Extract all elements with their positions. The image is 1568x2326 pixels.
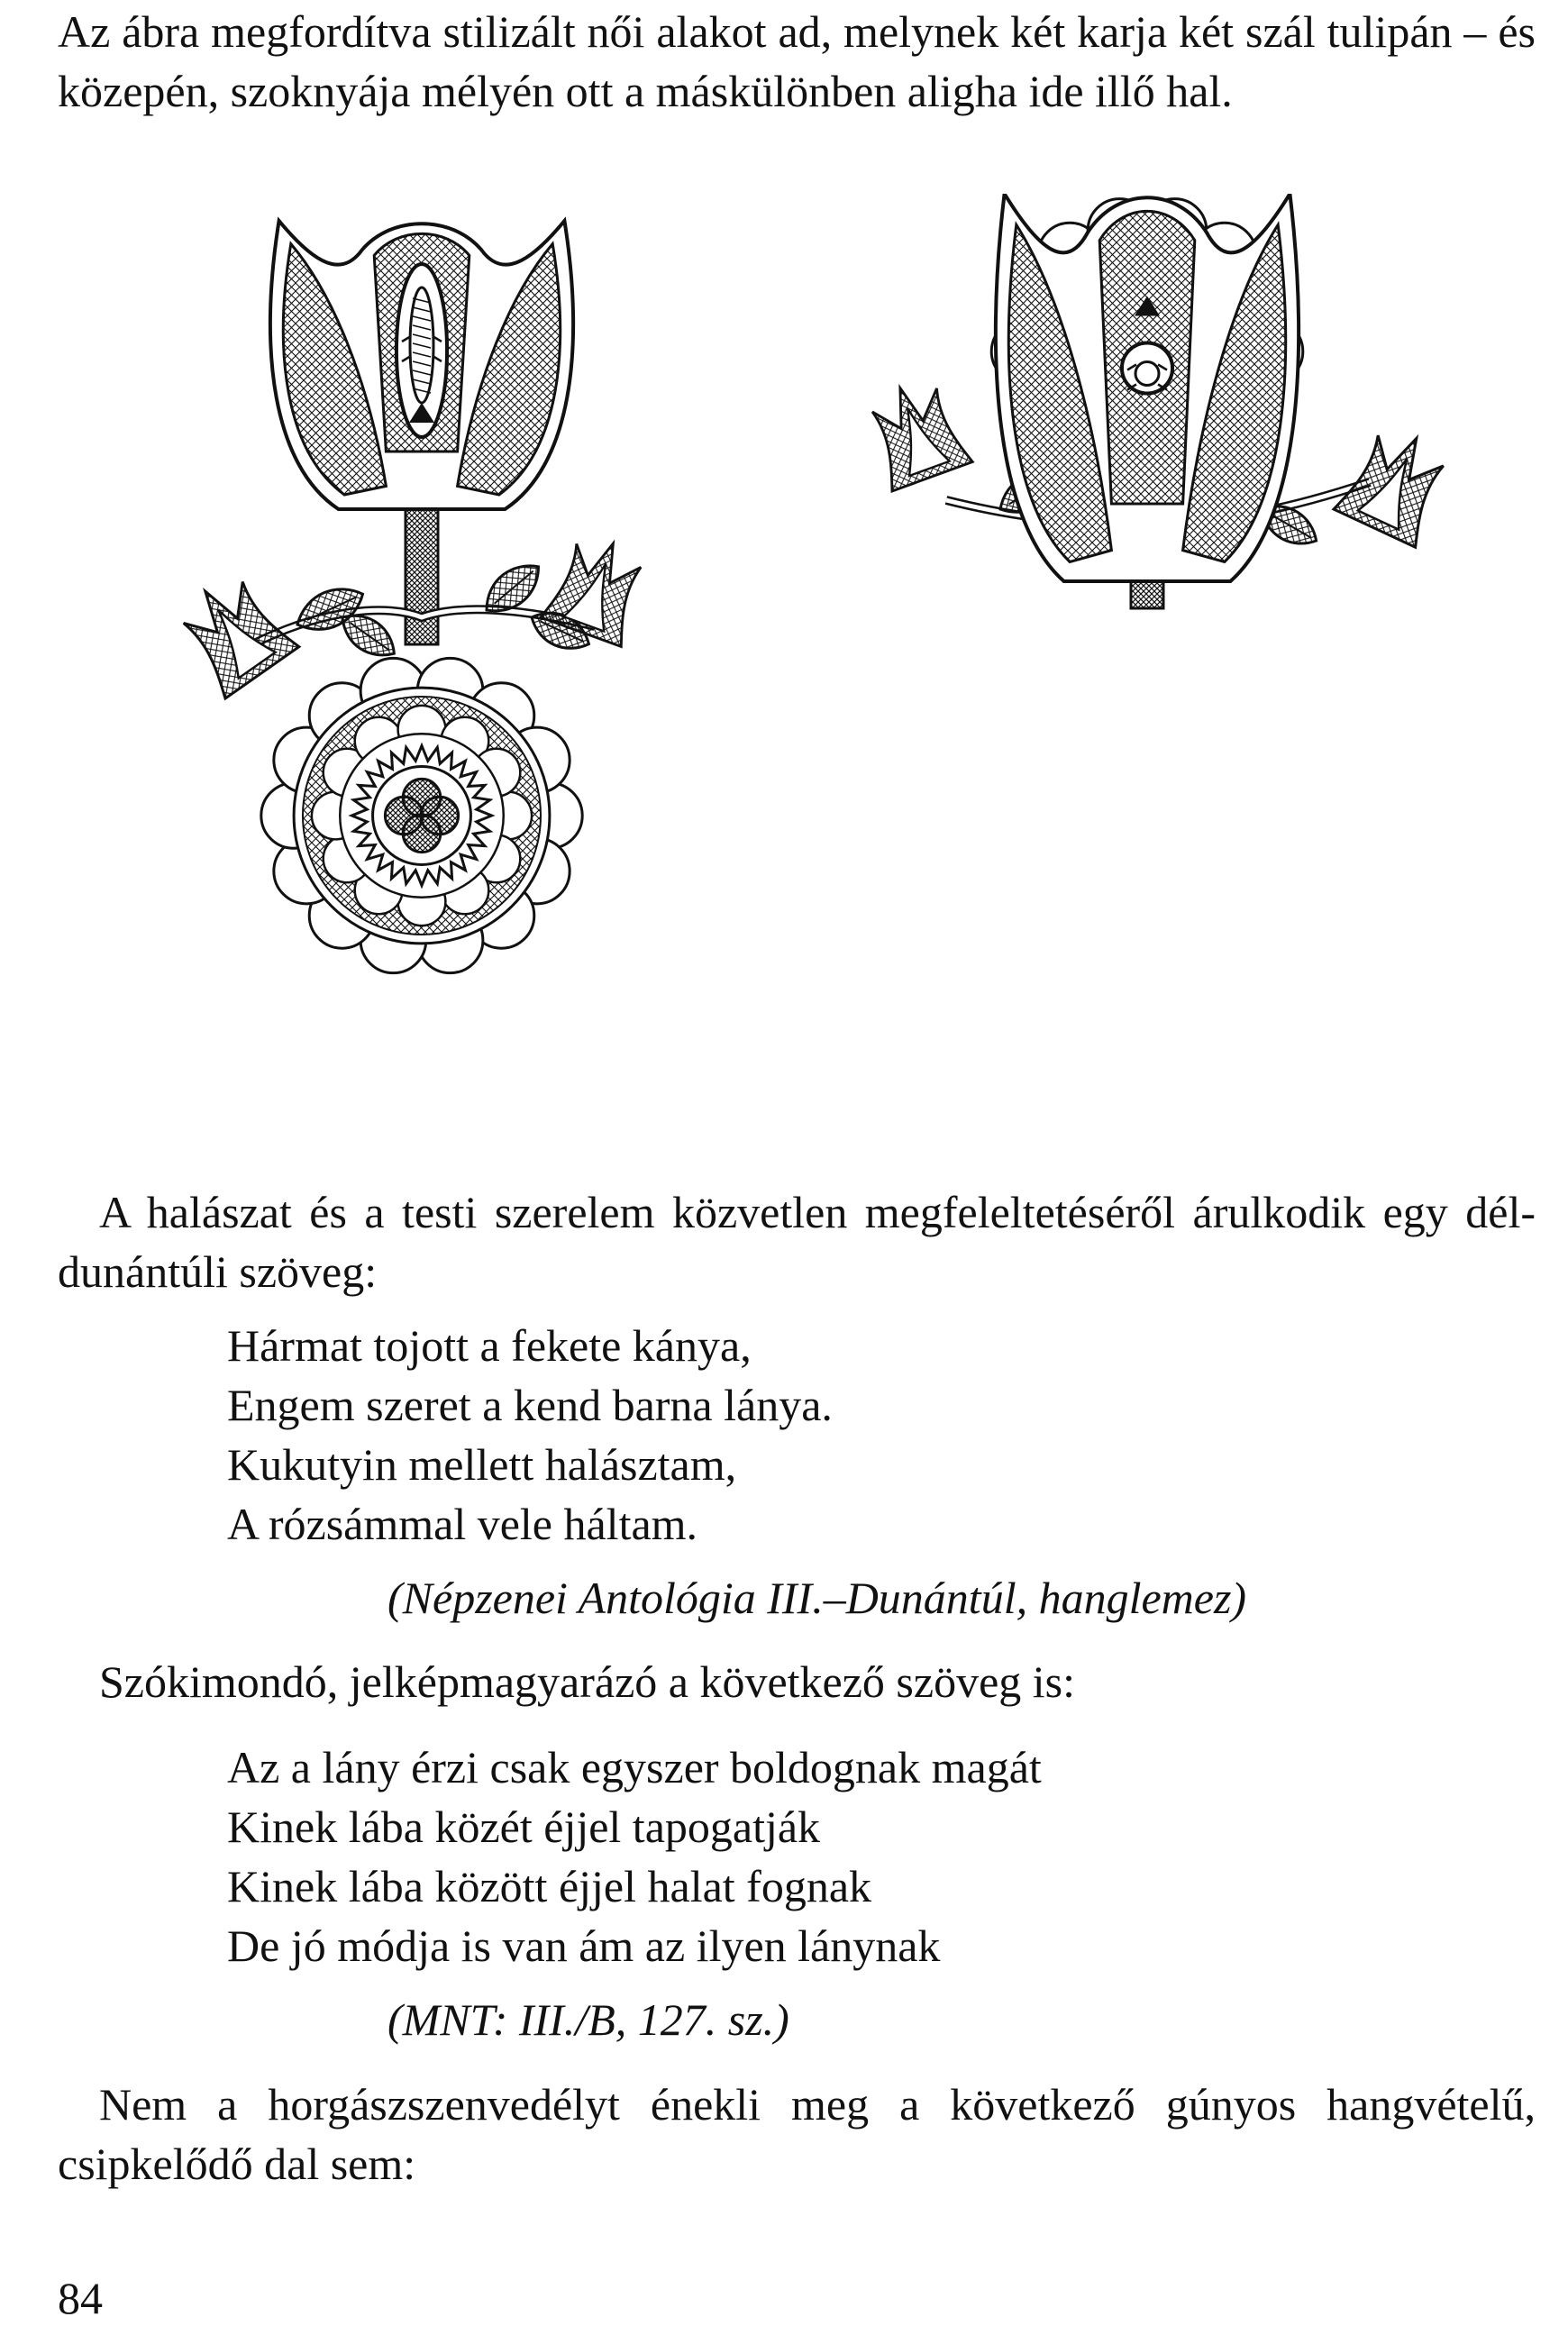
small-tulip-icon <box>865 373 972 491</box>
verse-line: Kinek lába között éjjel halat fognak <box>227 1861 872 1911</box>
inverted-tulip-motif <box>865 194 1457 608</box>
inverted-tulip-fish-embroidery-icon <box>865 194 1478 987</box>
paragraph-outspoken-text: Szókimondó, jelképmagyarázó a következő szöveg is: <box>99 1656 1076 1707</box>
citation-2: (MNT: III./B, 127. sz.) <box>387 1994 789 2045</box>
small-tulip-icon <box>169 566 299 698</box>
big-tulip-icon <box>270 221 573 509</box>
intro-paragraph: Az ábra megfordítva stilizált női alakot ad, melynek két karja két szál tulipán – és közepén, szoknyája mélyén ott a máskülönben aligha ide illő hal. <box>58 6 1536 116</box>
upright-tulip-motif <box>169 221 653 973</box>
paragraph-mocking-song: Nem a horgászszenvedélyt énekli meg a következő gúnyos hangvételű, csipkelődő dal sem: <box>58 2079 1536 2189</box>
verse-line: Kinek lába közét éjjel tapogatják <box>227 1802 821 1852</box>
citation-1: (Népzenei Antológia III.–Dunántúl, hanglemez) <box>387 1573 1247 1623</box>
verse-2 <box>227 1738 1489 1975</box>
verse-line: Az a lány érzi csak egyszer boldognak magát <box>227 1742 1042 1792</box>
verse-1 <box>227 1316 1489 1554</box>
verse-line: A rózsámmal vele háltam. <box>227 1499 698 1549</box>
verse-line: Engem szeret a kend barna lánya. <box>227 1380 833 1430</box>
verse-line: De jó módja is van ám az ilyen lánynak <box>227 1920 941 1971</box>
tulip-fish-embroidery-icon <box>117 194 730 987</box>
page-number: 84 <box>58 2273 103 2323</box>
verse-line: Hármat tojott a fekete kánya, <box>227 1320 752 1371</box>
embroidery-figure <box>117 194 1451 987</box>
rosette-icon <box>261 658 582 972</box>
big-tulip-icon <box>996 194 1299 581</box>
verse-line: Kukutyin mellett halásztam, <box>227 1439 737 1490</box>
paragraph-fishing-and-love: A halászat és a testi szerelem közvetlen megfeleltetéséről árulkodik egy dél-dunántúli szöveg: <box>58 1187 1536 1297</box>
